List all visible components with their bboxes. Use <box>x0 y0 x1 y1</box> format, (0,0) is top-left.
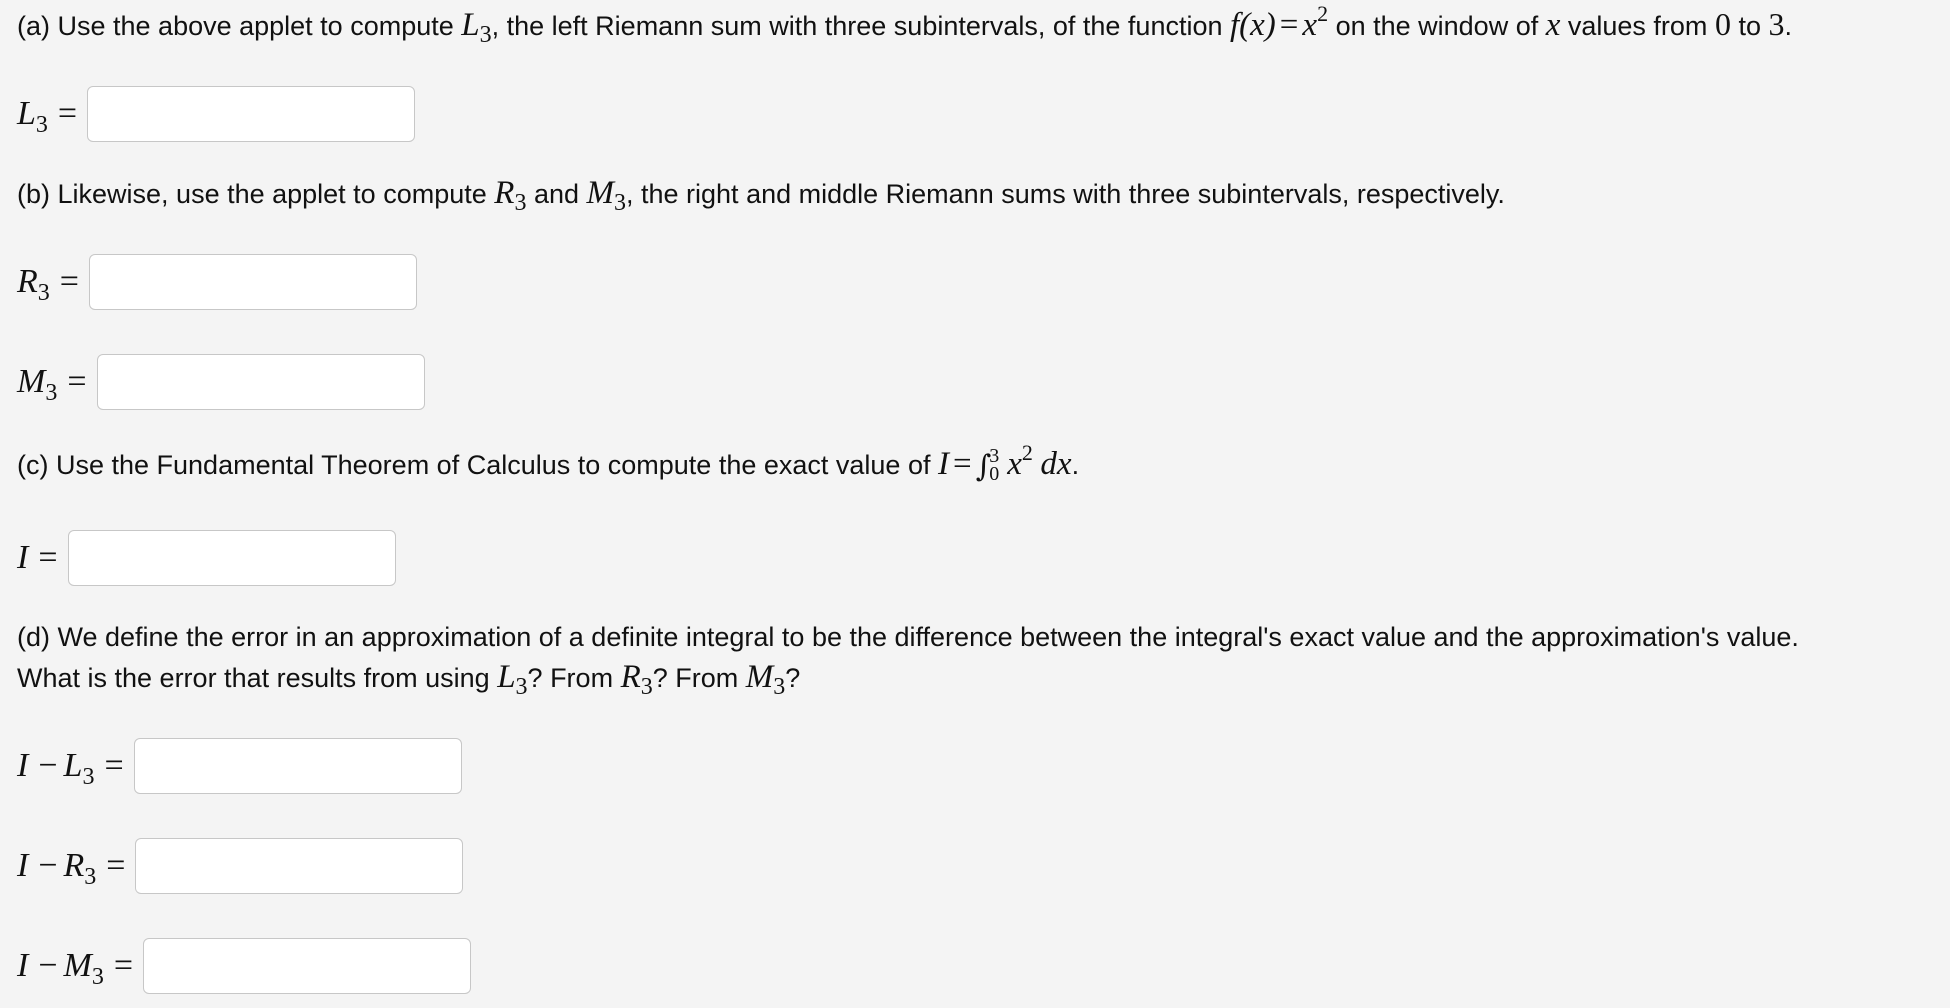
answer-row-I-minus-R3 <box>17 837 463 895</box>
label-I: I = <box>17 539 58 576</box>
answer-row-I <box>17 529 396 587</box>
integral-limits: 3 0 <box>989 444 1000 485</box>
question-part-b: (b) Likewise, use the applet to compute R3 and M3, the right and middle Riemann sums with three subintervals, respectively. <box>17 175 1505 216</box>
label-L3: $L_3$ = <box>17 95 78 138</box>
question-part-a: (a) Use the above applet to compute L3, the left Riemann sum with three subintervals, of the function $f(x) = x^2$ on the window of x values from 0 to 3. <box>17 1 1792 48</box>
answer-input-I-minus-R3[interactable] <box>135 838 463 894</box>
integral-sign: ∫ <box>975 449 992 484</box>
answer-row-M3 <box>17 353 425 411</box>
answer-row-L3 <box>17 85 415 143</box>
answer-row-I-minus-L3 <box>17 737 462 795</box>
answer-input-I[interactable] <box>68 530 396 586</box>
question-part-d-line2: What is the error that results from using L3? From R3? From M3? <box>17 659 801 700</box>
answer-row-I-minus-M3 <box>17 937 471 995</box>
answer-row-R3 <box>17 253 417 311</box>
label-M3: $M_3$ = <box>17 363 87 406</box>
label-I-minus-L3: $I - L_3$ = <box>17 747 124 790</box>
label-I-minus-M3: $I - M_3$ = <box>17 947 134 990</box>
question-part-d-line1: (d) We define the error in an approximation of a definite integral to be the difference between the integral's exact value and the approximation's value. <box>17 622 1799 652</box>
question-part-c: (c) Use the Fundamental Theorem of Calculus to compute the exact value of I = ∫ 3 0 $x^2$ dx. <box>17 440 1080 485</box>
answer-input-R3[interactable] <box>89 254 417 310</box>
label-R3: $R_3$ = <box>17 263 79 306</box>
answer-input-L3[interactable] <box>87 86 415 142</box>
answer-input-I-minus-L3[interactable] <box>134 738 462 794</box>
answer-input-M3[interactable] <box>97 354 425 410</box>
label-I-minus-R3: $I - R_3$ = <box>17 847 126 890</box>
answer-input-I-minus-M3[interactable] <box>143 938 471 994</box>
